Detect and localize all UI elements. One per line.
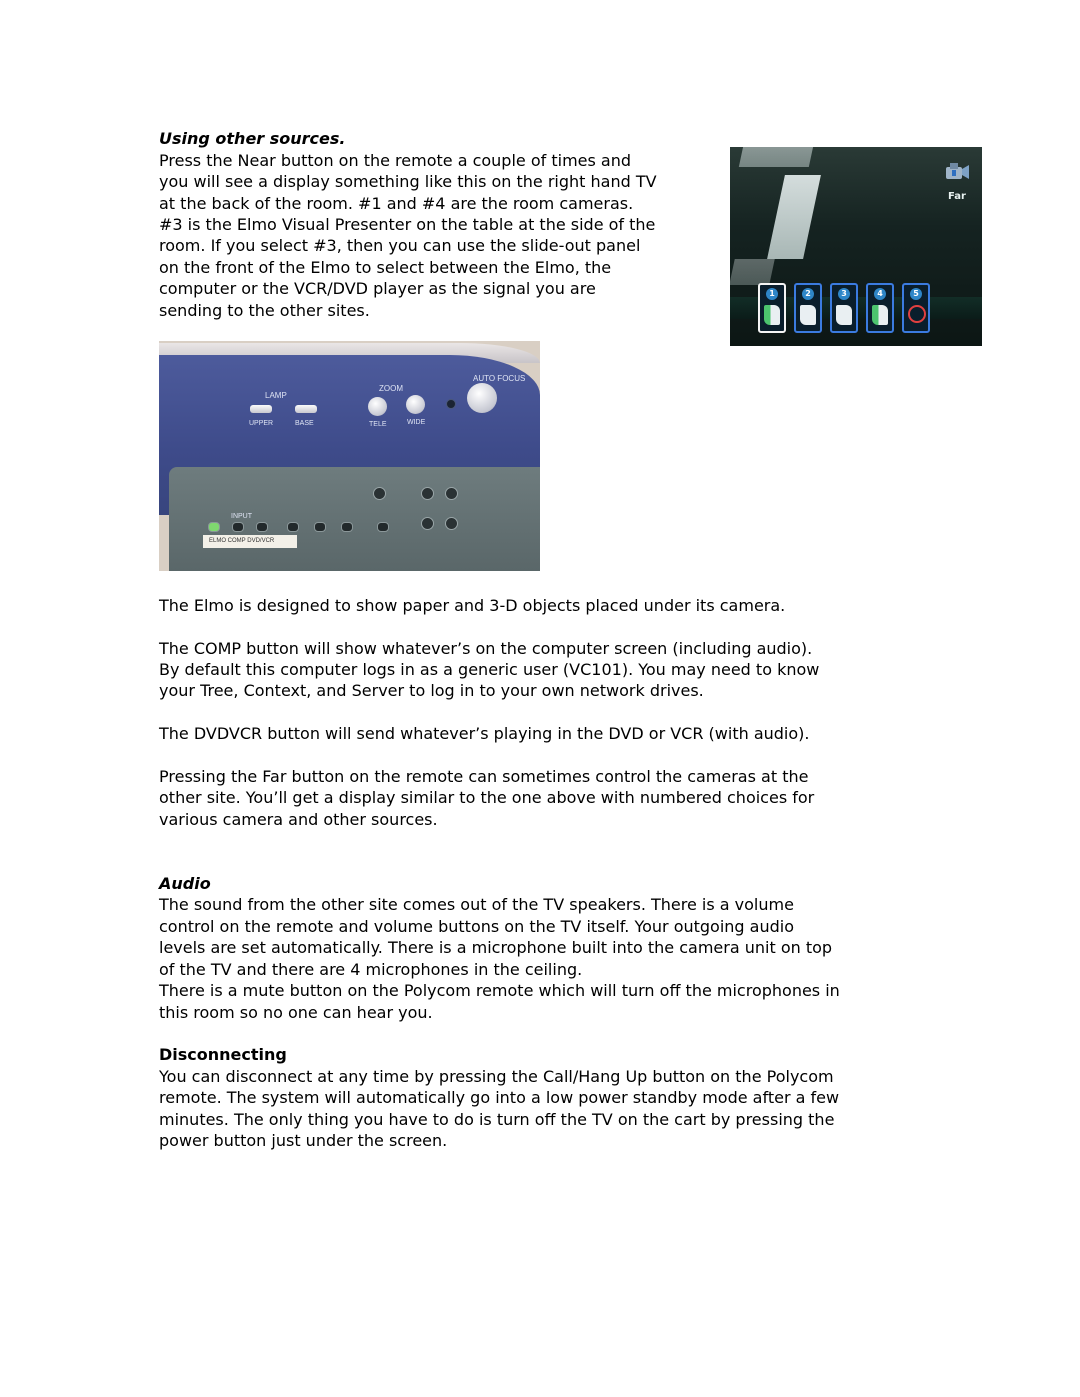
tile-number: 2 (802, 288, 814, 300)
camera-icon (800, 305, 816, 325)
tile-number: 5 (910, 288, 922, 300)
text-line: computer or the VCR/DVD player as the signal you are (159, 279, 596, 298)
text-line: sending to the other sites. (159, 301, 370, 320)
tile-number: 3 (838, 288, 850, 300)
heading-audio: Audio (159, 874, 211, 893)
ceiling-light (767, 175, 821, 259)
source-tile-2 (794, 283, 822, 333)
text-line: on the front of the Elmo to select between the Elmo, the (159, 258, 612, 277)
iris-open-button (445, 517, 458, 530)
unavailable-icon (908, 305, 926, 323)
dvdvcr-input-button (256, 522, 268, 532)
input-label: INPUT (231, 513, 252, 520)
text-line: minutes. The only thing you have to do is turn off the TV on the cart by pressing the (159, 1110, 835, 1129)
text-line: By default this computer logs in as a generic user (VC101). You may need to know (159, 660, 820, 679)
lamp-label: LAMP (265, 391, 287, 400)
zoom-label: ZOOM (379, 384, 403, 393)
camera-icon (872, 305, 888, 325)
elmo-control-panel-photo (159, 341, 540, 571)
source-tile-1 (758, 283, 786, 333)
document-camera-icon (836, 305, 852, 325)
source-tile-4 (866, 283, 894, 333)
text-line: The DVDVCR button will send whatever’s playing in the DVD or VCR (with audio). (159, 724, 810, 743)
auto-focus-button (467, 383, 497, 413)
upper-label: UPPER (249, 420, 274, 427)
comp-input-button (232, 522, 244, 532)
tv-source-select-photo (730, 147, 982, 346)
source-tile-3 (830, 283, 858, 333)
panel-button (377, 522, 389, 532)
camcorder-icon (942, 159, 970, 183)
heading-disconnecting: Disconnecting (159, 1045, 287, 1064)
text-line: levels are set automatically. There is a microphone built into the camera unit on top (159, 938, 833, 957)
text-line: The Elmo is designed to show paper and 3-D objects placed under its camera. (159, 596, 786, 615)
text-line: You can disconnect at any time by pressing the Call/Hang Up button on the Polycom (159, 1067, 834, 1086)
slide-out-panel (169, 467, 540, 571)
text-line: room. If you select #3, then you can use the slide-out panel (159, 236, 641, 255)
elmo-input-button (208, 522, 220, 532)
ceiling-light (730, 259, 775, 285)
text-line: There is a mute button on the Polycom remote which will turn off the microphones in (159, 981, 840, 1000)
focus-far-button (445, 487, 458, 500)
auto-focus-label: AUTO FOCUS (473, 374, 526, 383)
lamp-base-button (295, 405, 317, 413)
text-line: various camera and other sources. (159, 810, 438, 829)
focus-near-button (421, 487, 434, 500)
text-line: The sound from the other site comes out of the TV speakers. There is a volume (159, 895, 794, 914)
heading-using-other-sources: Using other sources. (159, 129, 346, 148)
base-label: BASE (295, 420, 314, 427)
input-sticker-label: ELMO COMP DVD/VCR (203, 535, 297, 548)
text-line: power button just under the screen. (159, 1131, 448, 1150)
tile-number: 1 (766, 288, 778, 300)
text-line: Pressing the Far button on the remote can sometimes control the cameras at the (159, 767, 809, 786)
panel-button (341, 522, 353, 532)
text-line: Press the Near button on the remote a couple of times and (159, 151, 632, 170)
lamp-upper-button (250, 405, 272, 413)
text-line: #3 is the Elmo Visual Presenter on the table at the side of the (159, 215, 656, 234)
tile-number: 4 (874, 288, 886, 300)
text-line: this room so no one can hear you. (159, 1003, 433, 1022)
text-line: at the back of the room. #1 and #4 are the room cameras. (159, 194, 634, 213)
zoom-wide-button (406, 395, 425, 414)
text-line: other site. You’ll get a display similar to the one above with numbered choices for (159, 788, 815, 807)
tele-label: TELE (369, 421, 387, 428)
far-label: Far (948, 191, 966, 202)
indicator-light (446, 399, 456, 409)
text-line: remote. The system will automatically go into a low power standby mode after a few (159, 1088, 840, 1107)
wide-label: WIDE (407, 419, 426, 426)
text-line: your Tree, Context, and Server to log in to your own network drives. (159, 681, 704, 700)
text-line: The COMP button will show whatever’s on the computer screen (including audio). (159, 639, 813, 658)
text-line: you will see a display something like this on the right hand TV (159, 172, 657, 191)
source-tile-5 (902, 283, 930, 333)
ceiling-light (739, 147, 815, 167)
panel-button (314, 522, 326, 532)
text-line: of the TV and there are 4 microphones in the ceiling. (159, 960, 583, 979)
iris-close-button (421, 517, 434, 530)
text-line: control on the remote and volume buttons on the TV itself. Your outgoing audio (159, 917, 794, 936)
zoom-tele-button (368, 397, 387, 416)
menu-button (373, 487, 386, 500)
panel-button (287, 522, 299, 532)
camera-icon (764, 305, 780, 325)
